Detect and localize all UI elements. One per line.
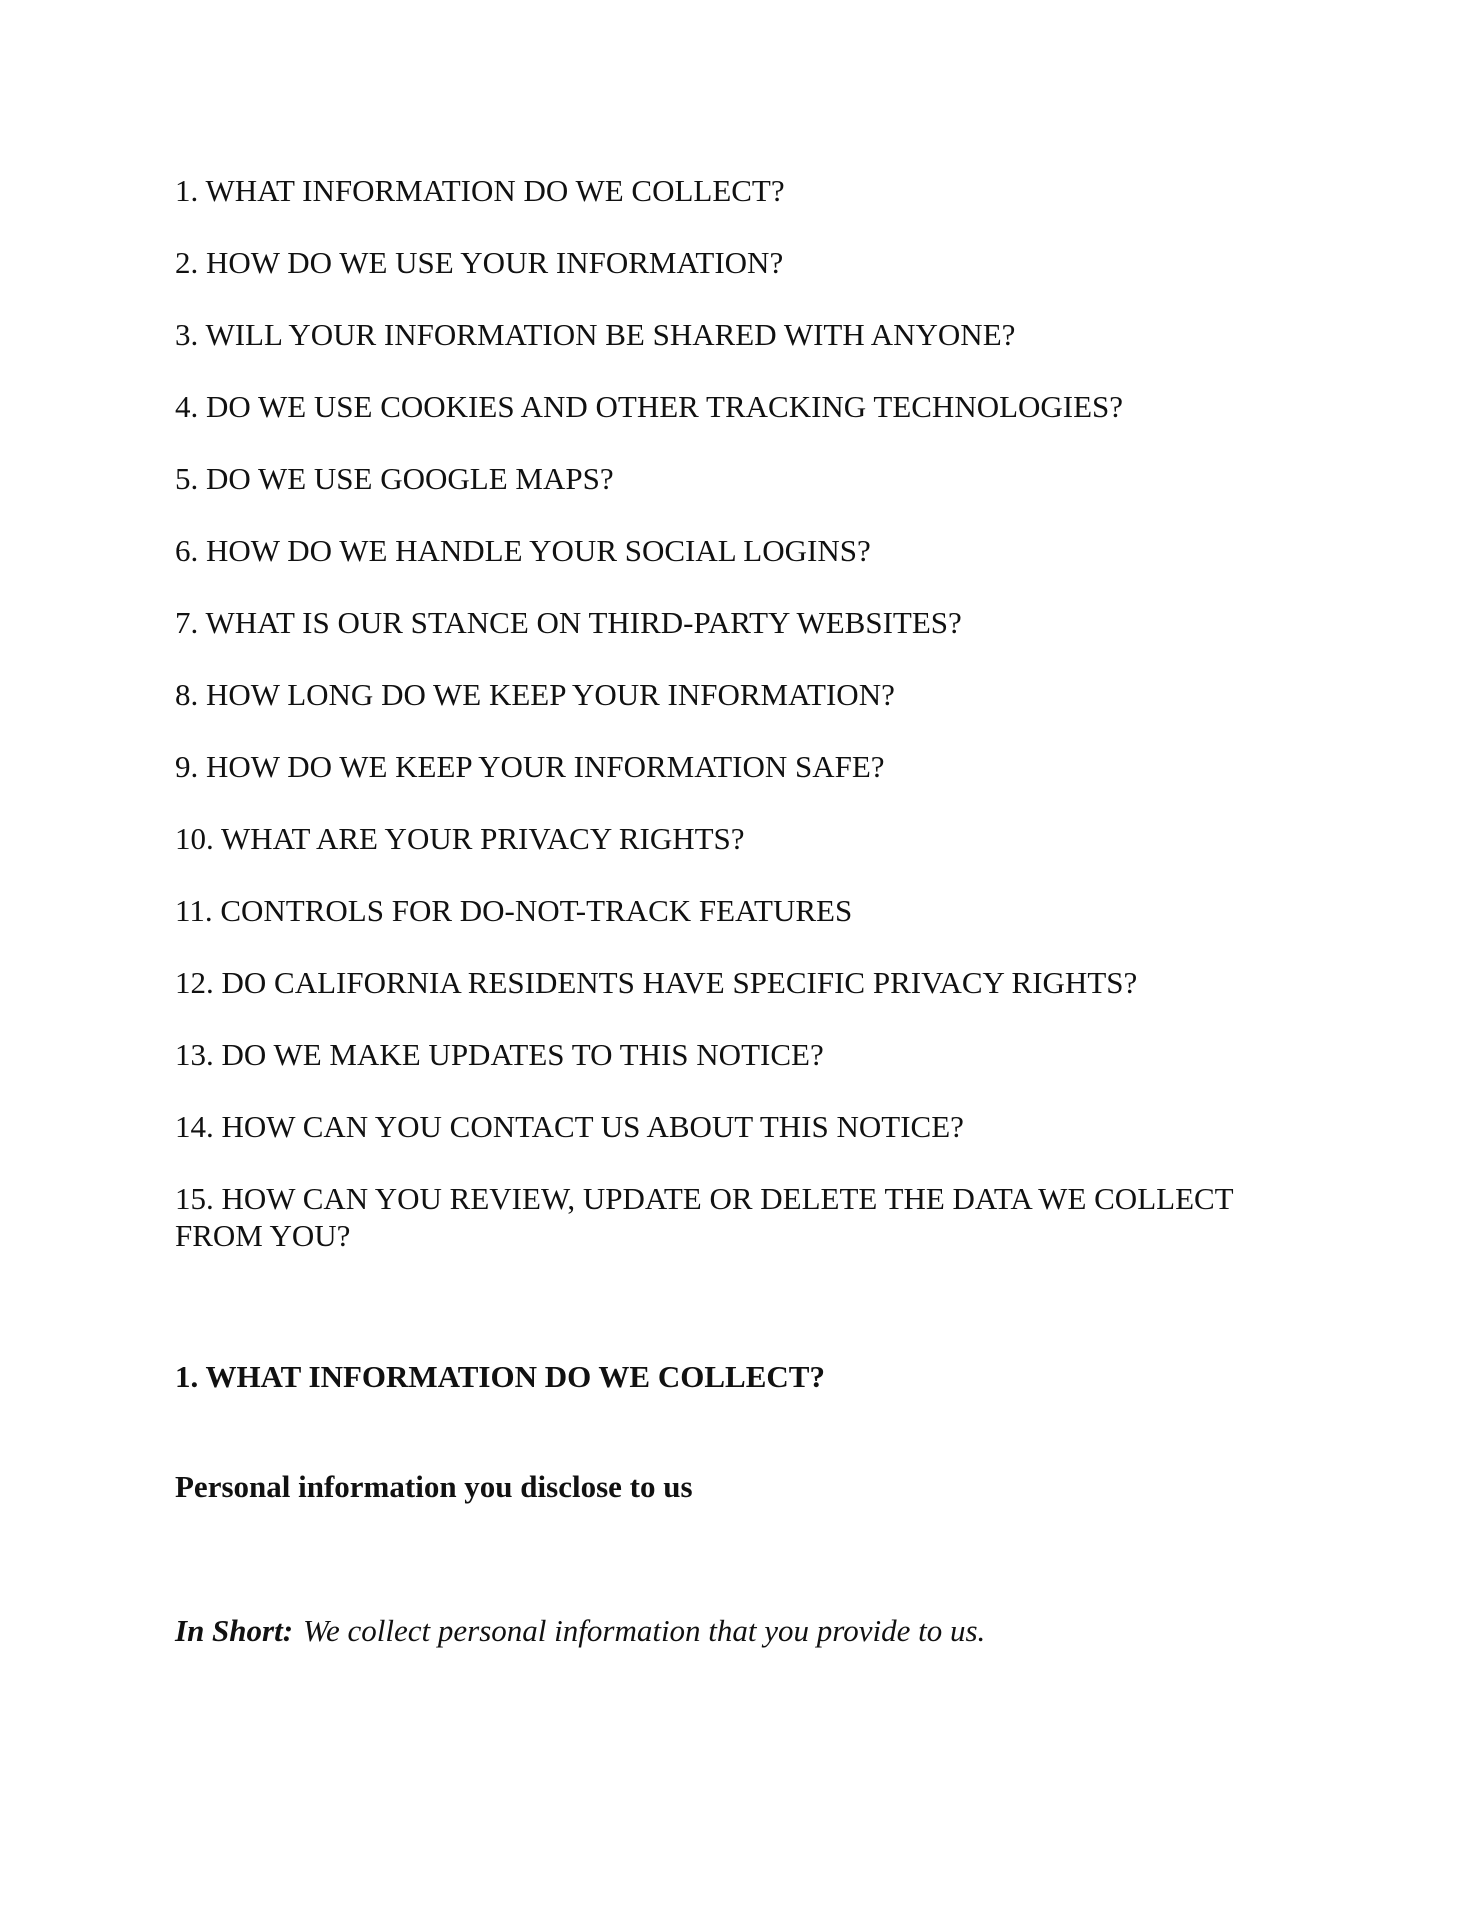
toc-item-6[interactable]: 6. HOW DO WE HANDLE YOUR SOCIAL LOGINS?	[175, 533, 871, 568]
table-of-contents	[175, 172, 1325, 1289]
in-short-label: In Short:	[175, 1613, 294, 1648]
toc-item-12[interactable]: 12. DO CALIFORNIA RESIDENTS HAVE SPECIFIC PRIVACY RIGHTS?	[175, 965, 1138, 1000]
toc-item-7[interactable]: 7. WHAT IS OUR STANCE ON THIRD-PARTY WEBSITES?	[175, 605, 962, 640]
toc-item-1[interactable]: 1. WHAT INFORMATION DO WE COLLECT?	[175, 173, 785, 208]
section-heading: 1. WHAT INFORMATION DO WE COLLECT?	[175, 1359, 825, 1394]
toc-item-8[interactable]: 8. HOW LONG DO WE KEEP YOUR INFORMATION?	[175, 677, 895, 712]
toc-item-5[interactable]: 5. DO WE USE GOOGLE MAPS?	[175, 461, 614, 496]
toc-item-3[interactable]: 3. WILL YOUR INFORMATION BE SHARED WITH ANYONE?	[175, 317, 1016, 352]
toc-item-14[interactable]: 14. HOW CAN YOU CONTACT US ABOUT THIS NOTICE?	[175, 1109, 964, 1144]
toc-item-4[interactable]: 4. DO WE USE COOKIES AND OTHER TRACKING TECHNOLOGIES?	[175, 389, 1124, 424]
toc-item-15[interactable]: 15. HOW CAN YOU REVIEW, UPDATE OR DELETE THE DATA WE COLLECT FROM YOU?	[175, 1181, 1234, 1253]
toc-item-11[interactable]: 11. CONTROLS FOR DO-NOT-TRACK FEATURES	[175, 893, 853, 928]
toc-item-2[interactable]: 2. HOW DO WE USE YOUR INFORMATION?	[175, 245, 784, 280]
toc-item-10[interactable]: 10. WHAT ARE YOUR PRIVACY RIGHTS?	[175, 821, 745, 856]
in-short-text: We collect personal information that you provide to us.	[303, 1613, 986, 1648]
section-subheading: Personal information you disclose to us	[175, 1469, 693, 1504]
in-short-paragraph	[175, 1612, 985, 1649]
toc-item-9[interactable]: 9. HOW DO WE KEEP YOUR INFORMATION SAFE?	[175, 749, 885, 784]
toc-item-13[interactable]: 13. DO WE MAKE UPDATES TO THIS NOTICE?	[175, 1037, 824, 1072]
